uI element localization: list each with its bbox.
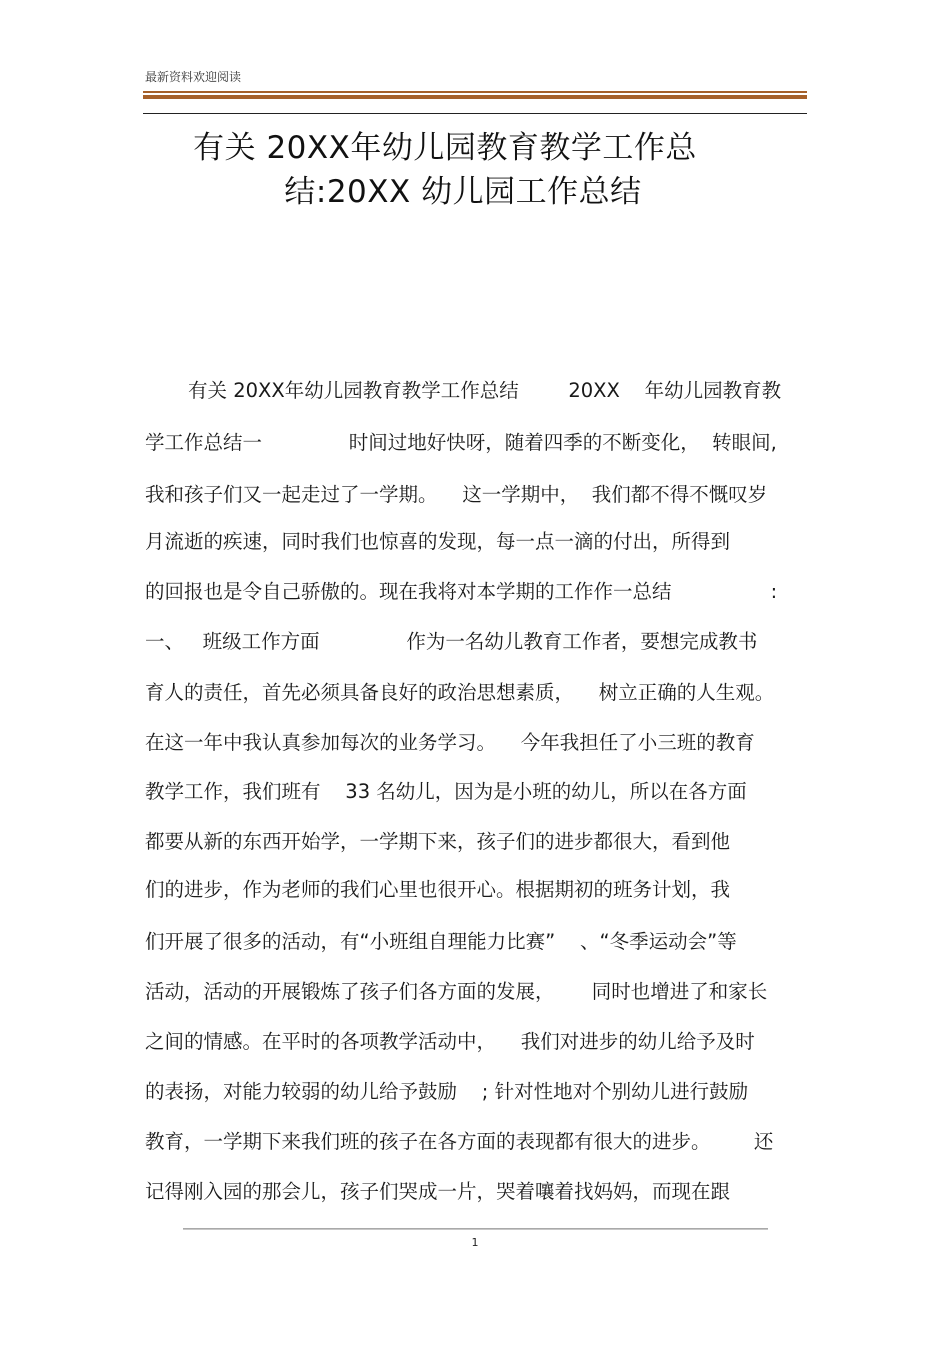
body-line-14: 之间的情感。在平时的各项教学活动中， 我们对进步的幼儿给予及时: [145, 1030, 755, 1053]
page-number: 1: [471, 1236, 479, 1249]
document-title-line-2: 结:20XX 幼儿园工作总结: [284, 174, 642, 210]
body-line-2: 学工作总结一 时间过地好快呀，随着四季的不断变化， 转眼间,: [145, 431, 777, 454]
header-rule-thick: [143, 95, 807, 99]
body-line-17: 记得刚入园的那会儿，孩子们哭成一片，哭着嚷着找妈妈，而现在跟: [145, 1180, 731, 1203]
body-line-6: 一、 班级工作方面 作为一名幼儿教育工作者，要想完成教书: [145, 630, 758, 653]
header-rule-top: [143, 91, 807, 93]
body-line-8: 在这一年中我认真参加每次的业务学习。 今年我担任了小三班的教育: [145, 731, 755, 754]
body-line-13: 活动，活动的开展锻炼了孩子们各方面的发展， 同时也增进了和家长: [145, 980, 768, 1003]
body-line-3: 我和孩子们又一起走过了一学期。 这一学期中， 我们都不得不慨叹岁: [145, 483, 768, 506]
footer-rule: [183, 1228, 768, 1230]
body-line-5: 的回报也是令自己骄傲的。现在我将对本学期的工作作一总结 :: [145, 580, 778, 603]
body-line-16: 教育，一学期下来我们班的孩子在各方面的表现都有很大的进步。 还: [145, 1130, 774, 1153]
body-line-15: 的表扬，对能力较弱的幼儿给予鼓励 ; 针对性地对个别幼儿进行鼓励: [145, 1080, 749, 1103]
body-line-9: 教学工作，我们班有 33 名幼儿，因为是小班的幼儿，所以在各方面: [145, 780, 747, 803]
header-rule-thin: [143, 113, 807, 114]
body-line-10: 都要从新的东西开始学，一学期下来，孩子们的进步都很大，看到他: [145, 830, 731, 853]
body-line-12: 们开展了很多的活动，有“小班组自理能力比赛” 、“冬季运动会”等: [145, 930, 737, 953]
body-line-11: 们的进步，作为老师的我们心里也很开心。根据期初的班务计划，我: [145, 878, 731, 901]
document-title-line-1: 有关 20XX年幼儿园教育教学工作总: [193, 130, 697, 166]
body-line-7: 育人的责任，首先必须具备良好的政治思想素质， 树立正确的人生观。: [145, 681, 775, 704]
body-line-1: 有关 20XX年幼儿园教育教学工作总结 20XX 年幼儿园教育教: [188, 379, 782, 402]
body-line-4: 月流逝的疾速，同时我们也惊喜的发现，每一点一滴的付出，所得到: [145, 530, 731, 553]
header-label: 最新资料欢迎阅读: [145, 70, 242, 84]
